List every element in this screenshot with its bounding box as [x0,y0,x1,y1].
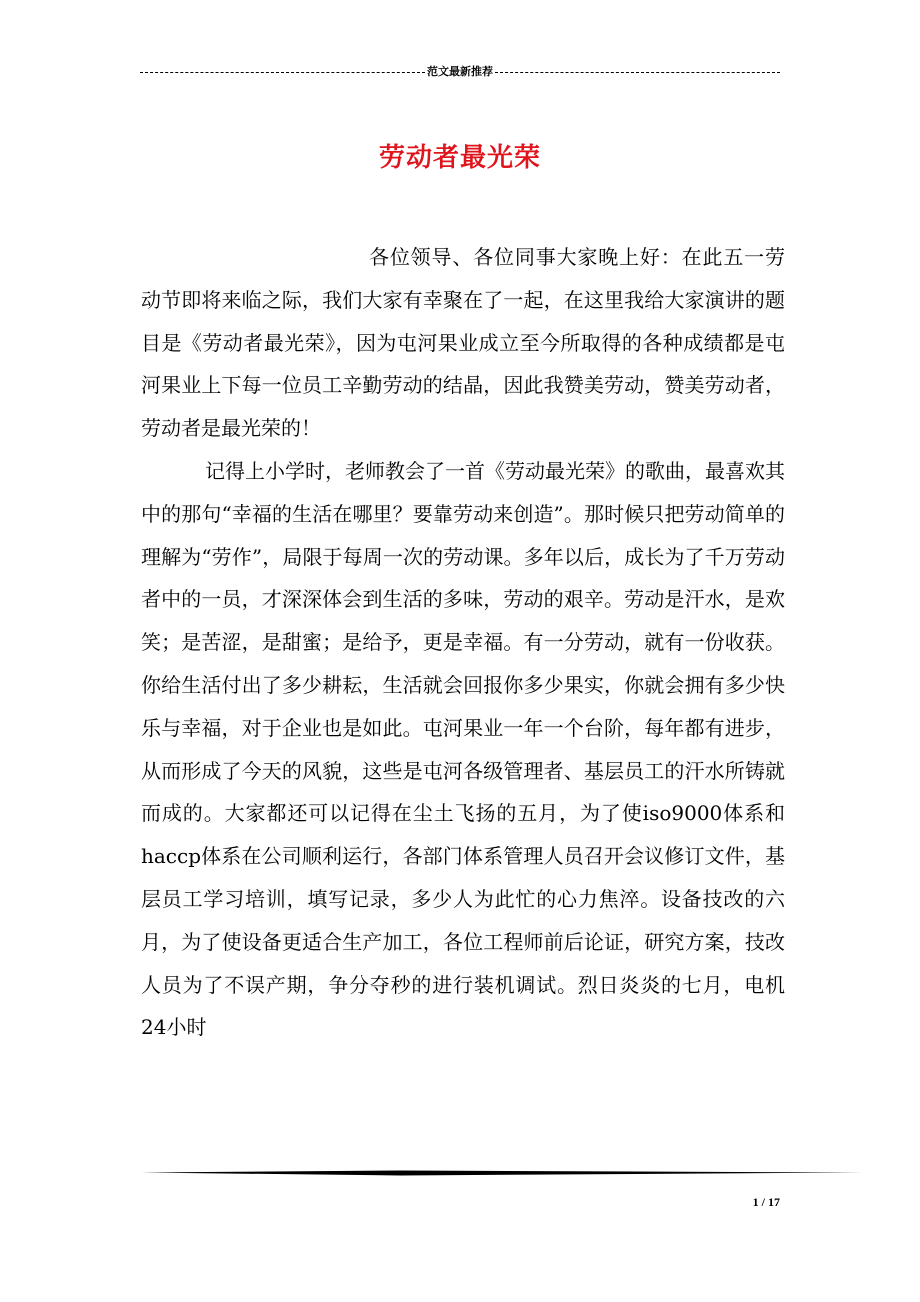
paragraph-memory: 记得上小学时，老师教会了一首《劳动最光荣》的歌曲，最喜欢其中的那句“幸福的生活在哪里？要靠劳动来创造”。那时候只把劳动简单的理解为“劳作”，局限于每周一次的劳动课。多年以后，成长为了千万劳动者中的一员，才深深体会到生活的多味，劳动的艰辛。劳动是汗水，是欢笑；是苦涩，是甜蜜；是给予，更是幸福。有一分劳动，就有一份收获。你给生活付出了多少耕耘，生活就会回报你多少果实，你就会拥有多少快乐与幸福，对于企业也是如此。屯河果业一年一个台阶，每年都有进步，从而形成了今天的风貌，这些是屯河各级管理者、基层员工的汗水所铸就而成的。大家都还可以记得在尘土飞扬的五月，为了使iso9000体系和haccp体系在公司顺利运行，各部门体系管理人员召开会议修订文件，基层员工学习培训，填写记录，多少人为此忙的心力焦淬。设备技改的六月，为了使设备更适合生产加工，各位工程师前后论证，研究方案，技改人员为了不误产期，争分夺秒的进行装机调试。烈日炎炎的七月，电机24小时 [141,458,785,1040]
header-label: 范文最新推荐 [427,65,493,78]
document-title: 劳动者最光荣 [378,143,541,174]
header-dash-right [495,72,780,73]
header-dash-left [140,72,425,73]
footer-rule [141,1170,863,1176]
page-number: 1 / 17 [752,1195,780,1209]
paragraph-greeting: 各位领导、各位同事大家晚上好：在此五一劳动节即将来临之际，我们大家有幸聚在了一起，在这里我给大家演讲的题目是《劳动者最光荣》，因为屯河果业成立至今所取得的各种成绩都是屯河果业上下每一位员工辛勤劳动的结晶，因此我赞美劳动，赞美劳动者，劳动者是最光荣的！ [141,245,785,441]
page-header [140,64,780,80]
document-body [141,236,785,1049]
